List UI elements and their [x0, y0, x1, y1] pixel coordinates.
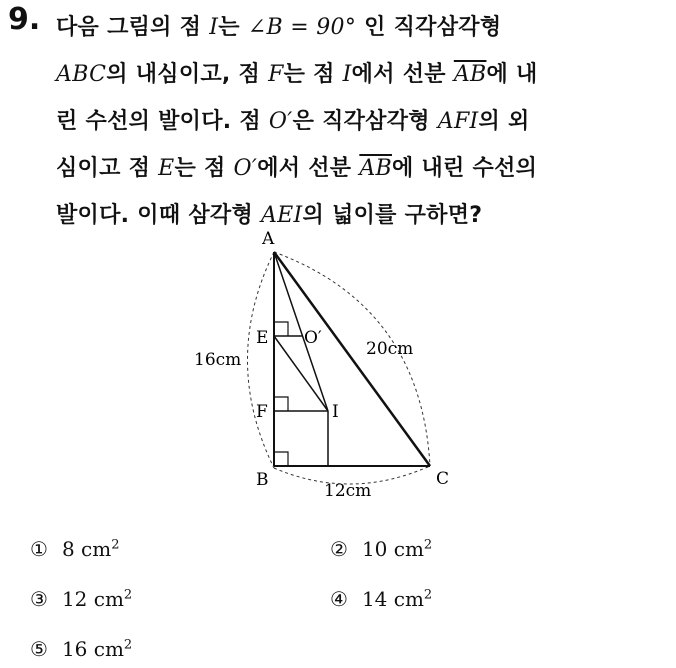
math-symbol: ABC [56, 62, 107, 87]
math-symbol: O′ [268, 109, 293, 134]
triangle-figure [186, 226, 476, 516]
choice-number: ② [330, 537, 348, 561]
choice-unit: cm [393, 537, 424, 561]
choice-unit: cm [393, 587, 424, 611]
choice-number: ④ [330, 587, 348, 611]
question-text: 는 점 [174, 156, 234, 181]
question-text: 의 넓이를 구하면? [302, 203, 483, 228]
label-i: I [332, 402, 339, 422]
right-angle-b [274, 452, 288, 466]
right-angle-e [274, 322, 288, 336]
side-ac [274, 252, 430, 466]
question-text: 는 점 [283, 62, 343, 87]
question-line-4 [56, 151, 537, 182]
question-line-1 [56, 10, 501, 41]
choice-value: 16 [61, 637, 88, 661]
length-bc: 12cm [324, 481, 372, 501]
question-text: 심이고 점 [56, 156, 159, 181]
choice-exponent: 2 [423, 537, 433, 553]
question-text: 의 외 [478, 109, 530, 134]
label-f: F [256, 402, 268, 422]
question-text: 린 수선의 발이다. 점 [56, 109, 269, 134]
choice-1[interactable] [30, 537, 119, 561]
question-text: 다음 그림의 점 [56, 15, 210, 40]
choice-number: ⑤ [30, 637, 48, 661]
math-symbol: I [342, 62, 352, 87]
math-symbol: E [158, 156, 175, 181]
choice-exponent: 2 [111, 537, 120, 553]
choice-exponent: 2 [423, 587, 433, 603]
question-text: 인 직각삼각형 [356, 15, 502, 40]
question-text: 에 내 [486, 62, 538, 87]
choice-exponent: 2 [123, 587, 133, 603]
choice-exponent: 2 [123, 637, 133, 653]
question-line-2 [56, 57, 538, 88]
label-b: B [256, 470, 269, 490]
right-angle-f [274, 397, 288, 411]
label-a: A [262, 229, 275, 249]
choice-unit: cm [81, 537, 112, 561]
choice-number: ① [30, 537, 48, 561]
arc-ab [248, 252, 275, 468]
math-symbol: ∠B = 90° [247, 15, 357, 40]
length-ab: 16cm [194, 350, 242, 370]
length-ac: 20cm [366, 339, 414, 359]
question-text: 는 [218, 15, 248, 40]
math-symbol: F [268, 62, 284, 87]
choice-5[interactable] [30, 637, 132, 661]
math-symbol: AEI [260, 203, 303, 228]
choice-number: ③ [30, 587, 48, 611]
question-text: 에서 선분 [257, 156, 360, 181]
choice-value: 14 [361, 587, 388, 611]
question-text: 에 내린 수선의 [391, 156, 538, 181]
choice-value: 12 [61, 587, 88, 611]
math-symbol: I [209, 15, 219, 40]
label-c: C [436, 469, 450, 489]
question-line-3 [56, 104, 530, 135]
question-line-5 [56, 198, 482, 229]
choice-unit: cm [93, 587, 124, 611]
segment-symbol: $\overline{AB}$ [359, 156, 392, 181]
question-text: 에서 선분 [351, 62, 454, 87]
label-e: E [256, 328, 269, 348]
math-symbol: AFI [437, 109, 479, 134]
choice-value: 8 [61, 537, 75, 561]
choice-unit: cm [93, 637, 124, 661]
choice-value: 10 [361, 537, 388, 561]
choice-3[interactable] [30, 587, 132, 611]
choice-4[interactable] [330, 587, 432, 611]
label-o: O′ [304, 328, 322, 348]
segment-symbol: $\overline{AB}$ [453, 62, 487, 87]
math-symbol: O′ [233, 156, 258, 181]
question-text: 발이다. 이때 삼각형 [56, 203, 261, 228]
question-number: 9. [8, 2, 41, 37]
question-text: 의 내심이고, 점 [106, 62, 269, 87]
question-text: 은 직각삼각형 [292, 109, 438, 134]
choice-2[interactable] [330, 537, 432, 561]
